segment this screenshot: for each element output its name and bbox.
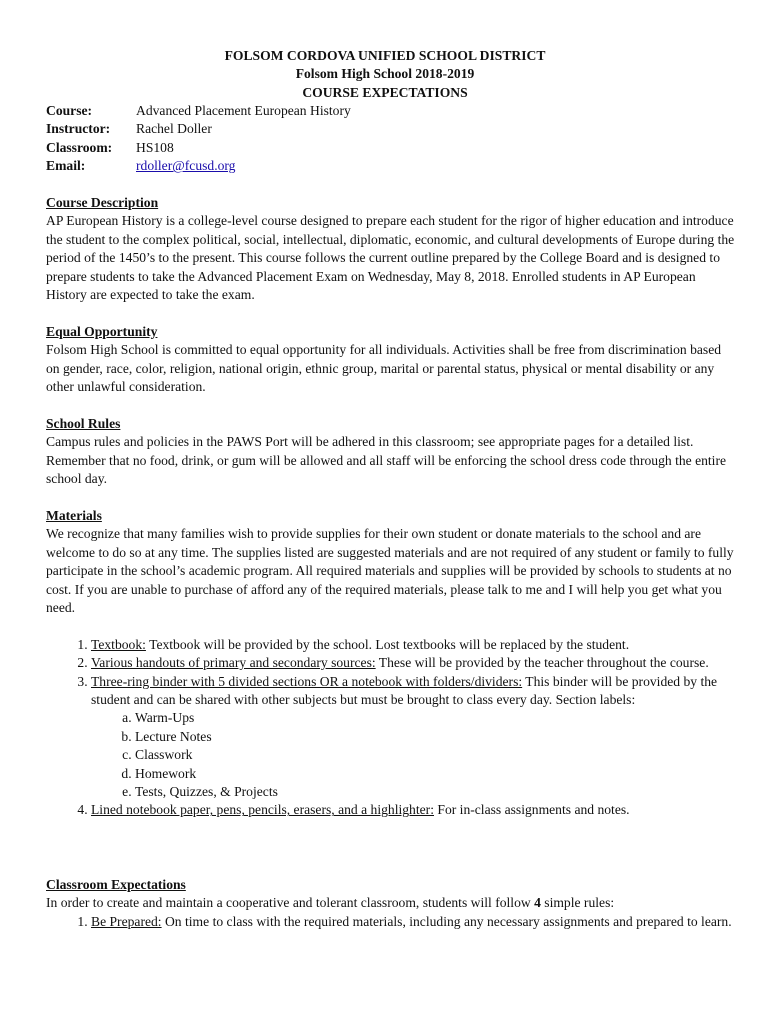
- course-label: Course:: [46, 103, 93, 118]
- materials-section: [46, 507, 736, 820]
- classroom-row: [46, 139, 351, 157]
- list-item: c. Classwork: [135, 746, 736, 764]
- course-description-section: [46, 194, 736, 304]
- rule-text: On time to class with the required materials, including any necessary assignments and prepared to learn.: [161, 913, 732, 929]
- list-item: [91, 913, 736, 931]
- instructor-value: Rachel Doller: [136, 121, 212, 137]
- intro-text: In order to create and maintain a cooperative and tolerant classroom, students will follow: [46, 895, 535, 911]
- school-rules-text: Campus rules and policies in the PAWS Port will be adhered in this classroom; see appropriate pages for a detailed list. Remember that no food, drink, or gum will be allowed and all staff will be enforcing the school dress code through the entire school day.: [46, 434, 727, 487]
- material-text: This binder will be provided by the student and can be shared with other subjects but must be brought to class every day. Section labels:: [91, 673, 718, 708]
- intro-text-end: simple rules:: [540, 895, 615, 911]
- classroom-value: HS108: [136, 139, 174, 155]
- instructor-row: [46, 120, 351, 138]
- document-header: [0, 47, 770, 102]
- email-row: [46, 157, 351, 175]
- section-labels-list: [91, 709, 736, 801]
- course-value: Advanced Placement European History: [136, 103, 351, 118]
- material-text: These will be provided by the teacher throughout the course.: [375, 655, 709, 671]
- materials-list: [46, 636, 736, 820]
- classroom-expectations-heading: Classroom Expectations: [46, 877, 186, 892]
- list-item: b. Lecture Notes: [135, 728, 736, 746]
- course-description-text: AP European History is a college-level course designed to prepare each student for the rigor of higher education and introduce the student to the complex political, social, intellectual, diplomatic, economic, and cultural developments of Europe during the period of the 1450’s to the present. This course follows the current outline prepared by the College Board and is designed to prepare students to take the Advanced Placement Exam on Wednesday, May 8, 2018. Enrolled students in AP European History are expected to take the exam.: [46, 213, 735, 303]
- material-title: Lined notebook paper, pens, pencils, erasers, and a highlighter:: [91, 802, 434, 818]
- list-item: d. Homework: [135, 765, 736, 783]
- rule-title: Be Prepared:: [91, 913, 162, 929]
- list-item: [91, 636, 736, 654]
- course-row: [46, 102, 351, 120]
- email-link[interactable]: rdoller@fcusd.org: [136, 158, 236, 174]
- course-info: [46, 102, 351, 176]
- material-title: Three-ring binder with 5 divided sections OR a notebook with folders/dividers:: [91, 673, 523, 689]
- classroom-expectations-intro: [46, 894, 736, 912]
- equal-opportunity-heading: Equal Opportunity: [46, 324, 158, 339]
- list-item: [91, 654, 736, 672]
- material-text: For in-class assignments and notes.: [433, 802, 630, 818]
- school-year: Folsom High School 2018-2019: [295, 66, 475, 82]
- rules-list: [46, 913, 736, 931]
- list-item: [91, 673, 736, 802]
- material-text: Textbook will be provided by the school. Lost textbooks will be replaced by the student.: [145, 636, 630, 652]
- school-rules-section: [46, 415, 736, 489]
- equal-opportunity-section: [46, 323, 736, 397]
- instructor-label: Instructor:: [46, 121, 111, 137]
- classroom-label: Classroom:: [46, 139, 113, 155]
- materials-heading: Materials: [46, 508, 102, 523]
- list-item: a. Warm-Ups: [135, 709, 736, 727]
- school-rules-heading: School Rules: [46, 416, 121, 431]
- document-title: COURSE EXPECTATIONS: [302, 84, 468, 100]
- material-title: Various handouts of primary and secondary sources:: [91, 655, 376, 671]
- classroom-expectations-section: [46, 876, 736, 931]
- email-label: Email:: [46, 158, 86, 174]
- list-item: e. Tests, Quizzes, & Projects: [135, 783, 736, 801]
- material-title: Textbook:: [91, 636, 146, 652]
- materials-text: We recognize that many families wish to provide supplies for their own student or donate materials to the school and are welcome to do so at any time. The supplies listed are suggested materials and are not required of any student or family to fully participate in the school’s academic program. All required materials and supplies will be provided by schools to students at no cost. If you are unable to purchase of afford any of the required materials, please talk to me and I will help you get what you need.: [46, 526, 734, 616]
- equal-opportunity-text: Folsom High School is committed to equal opportunity for all individuals. Activities shall be free from discrimination based on gender, race, color, religion, national origin, ethnic group, marital or parental status, physical or mental disability or any other unlawful consideration.: [46, 342, 722, 395]
- rule-count: 4: [534, 895, 541, 911]
- course-description-heading: Course Description: [46, 195, 159, 210]
- district-name: FOLSOM CORDOVA UNIFIED SCHOOL DISTRICT: [224, 48, 546, 63]
- list-item: [91, 801, 736, 819]
